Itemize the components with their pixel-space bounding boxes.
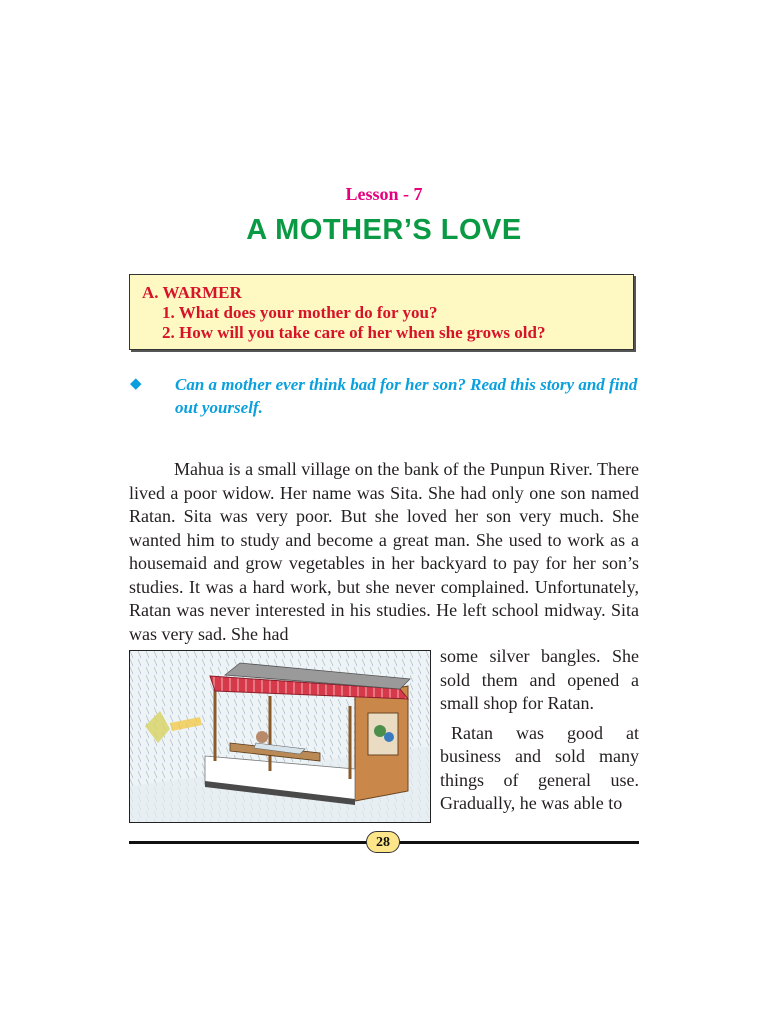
story-paragraph-1: Mahua is a small village on the bank of the Punpun River. There lived a poor widow. Her name was Sita. She had only one son named Ratan. Sita was very poor. But she loved her son very much. She wanted him to study and become a great man. She used to work as a housemaid and grow vegetables in her backyard to pay for her son’s studies. It was a hard work, but she never complained. Unfortunately, Ratan was never interested in his studies. He left school midway. Sita was very sad. She had [129,459,639,644]
warmer-question: 2. How will you take care of her when she grows old? [162,323,546,342]
diamond-icon: ◆ [130,376,142,392]
shop-rain-illustration [130,651,431,823]
story-illustration [129,650,431,823]
intro-text: Can a mother ever think bad for her son? Read this story and find out yourself. [175,375,638,417]
warmer-box [129,274,634,350]
page-number: 28 [366,831,400,853]
story-paragraph-2: Ratan was good at business and sold many things of general use. Gradually, he was able to [440,722,639,813]
lesson-title: A MOTHER’S LOVE [246,214,522,246]
story-paragraph-1-continued: some silver bangles. She sold them and opened a small shop for Ratan. [440,646,639,713]
intro-prompt [130,373,640,419]
story-side-text [440,645,639,816]
warmer-question: 1. What does your mother do for you? [162,303,438,322]
warmer-heading: A. WARMER [142,283,242,302]
story-paragraph [129,458,639,646]
lesson-number: Lesson - 7 [345,184,423,204]
